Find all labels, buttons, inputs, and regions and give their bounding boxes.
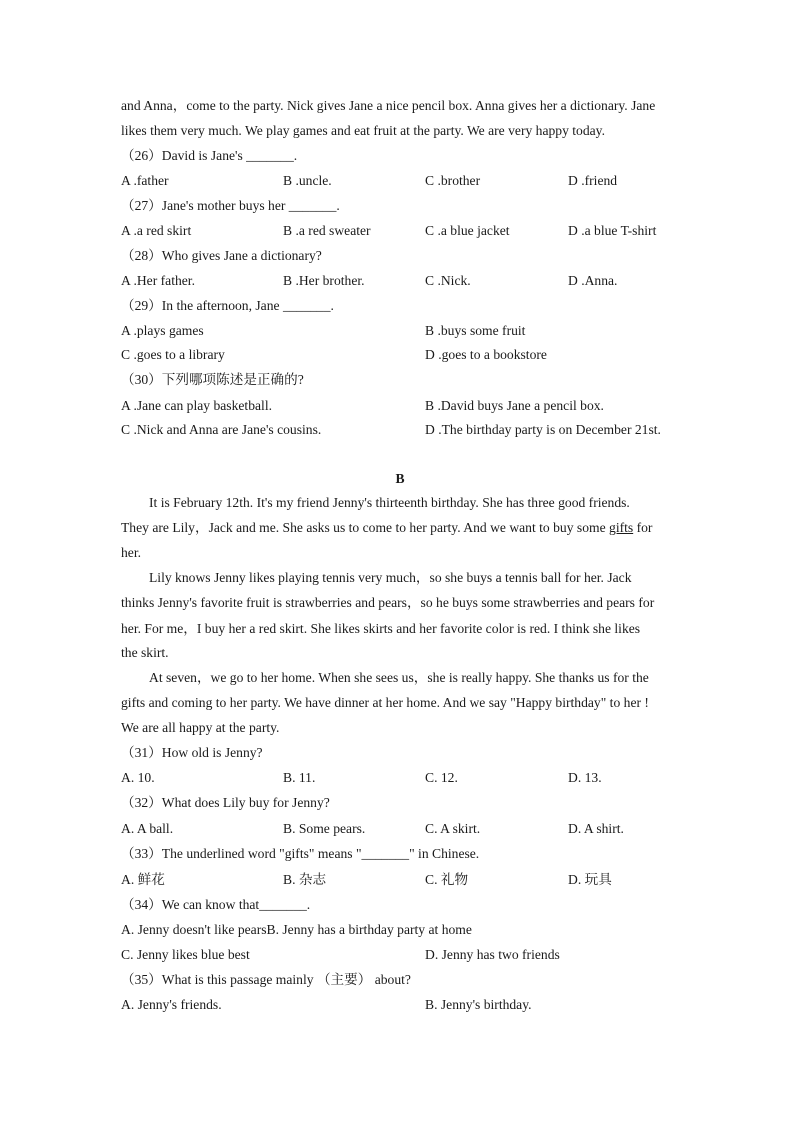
question-33-options (0, 871, 800, 889)
text-segment: for (633, 520, 653, 535)
question-31-stem: （31）How old is Jenny? (121, 745, 263, 760)
passage-b-p2-line-4: the skirt. (121, 645, 169, 660)
option-d: D .Anna. (568, 273, 618, 288)
question-30-options-row-1 (0, 397, 800, 415)
option-b: B. 杂志 (283, 872, 327, 887)
question-30-options-row-2 (0, 421, 800, 439)
option-d: D. 玩具 (568, 872, 612, 887)
option-c: C .a blue jacket (425, 223, 510, 238)
question-35-options (0, 996, 800, 1014)
question-30-stem: （30）下列哪项陈述是正确的? (121, 372, 304, 387)
option-a: A .Jane can play basketball. (121, 398, 272, 413)
option-a: A .father (121, 173, 169, 188)
option-d: D. Jenny has two friends (425, 947, 560, 962)
option-b: B .Her brother. (283, 273, 365, 288)
option-b: B .David buys Jane a pencil box. (425, 398, 604, 413)
question-27-options (0, 222, 800, 240)
option-a: A. 鲜花 (121, 872, 165, 887)
question-32-stem: （32）What does Lily buy for Jenny? (121, 795, 330, 810)
question-32-options (0, 820, 800, 838)
option-c: C .brother (425, 173, 481, 188)
option-c: C .goes to a library (121, 347, 225, 362)
question-28-stem: （28）Who gives Jane a dictionary? (121, 248, 322, 263)
option-a: A .a red skirt (121, 223, 192, 238)
passage-b-p1-line-2 (121, 519, 652, 537)
option-a-b: A. Jenny doesn't like pearsB. Jenny has a birthday party at home (121, 922, 472, 937)
passage-b-p3-line-3: We are all happy at the party. (121, 720, 280, 735)
underlined-word-gifts: gifts (609, 520, 634, 535)
question-29-options-row-2 (0, 346, 800, 364)
question-34-options-row-2 (0, 946, 800, 964)
option-b: B. 11. (283, 770, 316, 785)
passage-b-p1-line-1: It is February 12th. It's my friend Jenny's thirteenth birthday. She has three good friends. (149, 495, 630, 510)
question-28-options (0, 272, 800, 290)
option-d: D .friend (568, 173, 618, 188)
question-31-options (0, 769, 800, 787)
option-b: B .a red sweater (283, 223, 371, 238)
question-34-stem: （34）We can know that_______. (121, 897, 311, 912)
option-c: C .Nick. (425, 273, 471, 288)
question-35-stem: （35）What is this passage mainly （主要） about? (121, 972, 411, 987)
option-c: C. A skirt. (425, 821, 481, 836)
option-d: D. 13. (568, 770, 602, 785)
option-d: D. A shirt. (568, 821, 624, 836)
option-a: A .plays games (121, 323, 204, 338)
option-b: B .uncle. (283, 173, 332, 188)
option-a: A. A ball. (121, 821, 174, 836)
passage-b-p2-line-3: her. For me，I buy her a red skirt. She likes skirts and her favorite color is red. I think she likes (121, 621, 641, 636)
passage-b-p3-line-2: gifts and coming to her party. We have dinner at her home. And we say "Happy birthday" to her ! (121, 695, 649, 710)
option-d: D .a blue T-shirt (568, 223, 657, 238)
option-b: B. Jenny's birthday. (425, 997, 532, 1012)
option-a: A. Jenny's friends. (121, 997, 222, 1012)
question-34-options-row-1 (0, 921, 800, 939)
option-a: A. 10. (121, 770, 155, 785)
question-29-options-row-1 (0, 322, 800, 340)
option-c: C. 礼物 (425, 872, 469, 887)
option-c: C. Jenny likes blue best (121, 947, 250, 962)
passage-b-p2-line-2: thinks Jenny's favorite fruit is strawberries and pears，so he buys some strawberries and pears for (121, 595, 655, 610)
passage-a-line-1: and Anna，come to the party. Nick gives Jane a nice pencil box. Anna gives her a dictionary. Jane (121, 98, 656, 113)
option-b: B .buys some fruit (425, 323, 526, 338)
text-segment: They are Lily，Jack and me. She asks us to come to her party. And we want to buy some (121, 520, 610, 535)
question-26-stem: （26）David is Jane's _______. (121, 148, 298, 163)
question-33-stem: （33）The underlined word "gifts" means "_______" in Chinese. (121, 846, 480, 861)
option-d: D .The birthday party is on December 21st. (425, 422, 661, 437)
option-b: B. Some pears. (283, 821, 366, 836)
passage-b-p2-line-1: Lily knows Jenny likes playing tennis very much，so she buys a tennis ball for her. Jack (149, 570, 632, 585)
passage-a-line-2: likes them very much. We play games and eat fruit at the party. We are very happy today. (121, 123, 605, 138)
question-29-stem: （29）In the afternoon, Jane _______. (121, 298, 334, 313)
question-26-options (0, 172, 800, 190)
passage-b-p1-line-3: her. (121, 545, 142, 560)
section-b-heading: B (395, 471, 405, 486)
question-27-stem: （27）Jane's mother buys her _______. (121, 198, 340, 213)
option-a: A .Her father. (121, 273, 195, 288)
passage-b-p3-line-1: At seven，we go to her home. When she sees us，she is really happy. She thanks us for the (149, 670, 649, 685)
option-c: C .Nick and Anna are Jane's cousins. (121, 422, 322, 437)
option-c: C. 12. (425, 770, 458, 785)
option-d: D .goes to a bookstore (425, 347, 547, 362)
